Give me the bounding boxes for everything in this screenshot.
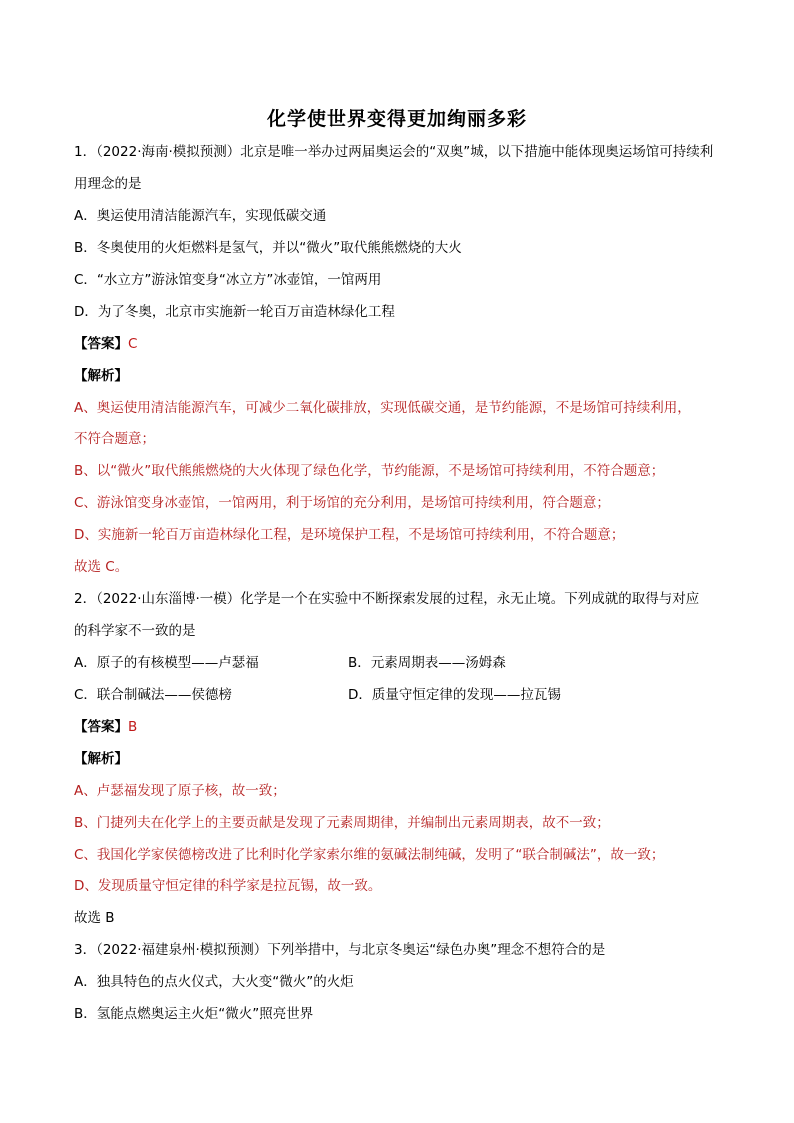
q2-explanation-a: A、卢瑟福发现了原子核，故一致；: [74, 783, 286, 799]
q1-answer-label: 【答案】: [74, 336, 128, 352]
q2-option-a: A．原子的有核模型——卢瑟福: [74, 655, 259, 671]
q2-option-c: C．联合制碱法——侯德榜: [74, 687, 232, 703]
q2-answer: [74, 718, 137, 736]
q2-conclusion: 故选 B: [74, 910, 115, 926]
q2-answer-label: 【答案】: [74, 719, 128, 735]
q2-option-b: B．元素周期表——汤姆森: [348, 655, 506, 671]
q1-conclusion: 故选 C。: [74, 559, 129, 575]
q1-answer-value: C: [128, 336, 138, 352]
q1-explanation-d: D、实施新一轮百万亩造林绿化工程，是环境保护工程，不是场馆可持续利用，不符合题意；: [74, 527, 625, 543]
q2-analysis-label: 【解析】: [74, 751, 128, 767]
q2-explanation-c: C、我国化学家侯德榜改进了比利时化学家索尔维的氨碱法制纯碱，发明了“联合制碱法”，故一致；: [74, 847, 665, 863]
q1-explanation-b: B、以“微火”取代熊熊燃烧的大火体现了绿色化学，节约能源，不是场馆可持续利用，不符合题意；: [74, 463, 665, 479]
q2-option-d: D．质量守恒定律的发现——拉瓦锡: [348, 687, 561, 703]
q2-stem-line-2: 的科学家不一致的是: [74, 623, 196, 639]
q3-option-b: B．氢能点燃奥运主火炬“微火”照亮世界: [74, 1006, 314, 1022]
q1-stem-line-2: 用理念的是: [74, 176, 142, 192]
q1-explanation-a-line-1: A、奥运使用清洁能源汽车，可减少二氧化碳排放，实现低碳交通，是节约能源，不是场馆可持续利用，: [74, 400, 691, 416]
q1-answer: [74, 335, 137, 353]
q2-stem-line-1: 2．（2022·山东淄博·一模）化学是一个在实验中不断探索发展的过程，永无止境。下列成就的取得与对应: [74, 591, 700, 607]
q1-stem-line-1: 1．（2022·海南·模拟预测）北京是唯一举办过两届奥运会的“双奥”城，以下措施中能体现奥运场馆可持续利: [74, 144, 714, 160]
q2-answer-value: B: [128, 719, 138, 735]
q1-explanation-c: C、游泳馆变身冰壶馆，一馆两用，利于场馆的充分利用，是场馆可持续利用，符合题意；: [74, 495, 610, 511]
q1-option-b: B．冬奥使用的火炬燃料是氢气，并以“微火”取代熊熊燃烧的大火: [74, 240, 462, 256]
q1-option-d: D．为了冬奥，北京市实施新一轮百万亩造林绿化工程: [74, 304, 395, 320]
q1-analysis-label: 【解析】: [74, 368, 128, 384]
q3-stem-line-1: 3．（2022·福建泉州·模拟预测）下列举措中，与北京冬奥运“绿色办奥”理念不想符合的是: [74, 942, 606, 958]
q2-explanation-b: B、门捷列夫在化学上的主要贡献是发现了元素周期律，并编制出元素周期表，故不一致；: [74, 815, 610, 831]
q1-option-c: C．“水立方”游泳馆变身“冰立方”冰壶馆，一馆两用: [74, 272, 382, 288]
q3-option-a: A．独具特色的点火仪式，大火变“微火”的火炬: [74, 974, 354, 990]
q1-explanation-a-line-2: 不符合题意；: [74, 431, 155, 447]
q2-explanation-d: D、发现质量守恒定律的科学家是拉瓦锡，故一致。: [74, 878, 382, 894]
q1-option-a: A．奥运使用清洁能源汽车，实现低碳交通: [74, 208, 327, 224]
page-title: 化学使世界变得更加绚丽多彩: [266, 108, 527, 130]
